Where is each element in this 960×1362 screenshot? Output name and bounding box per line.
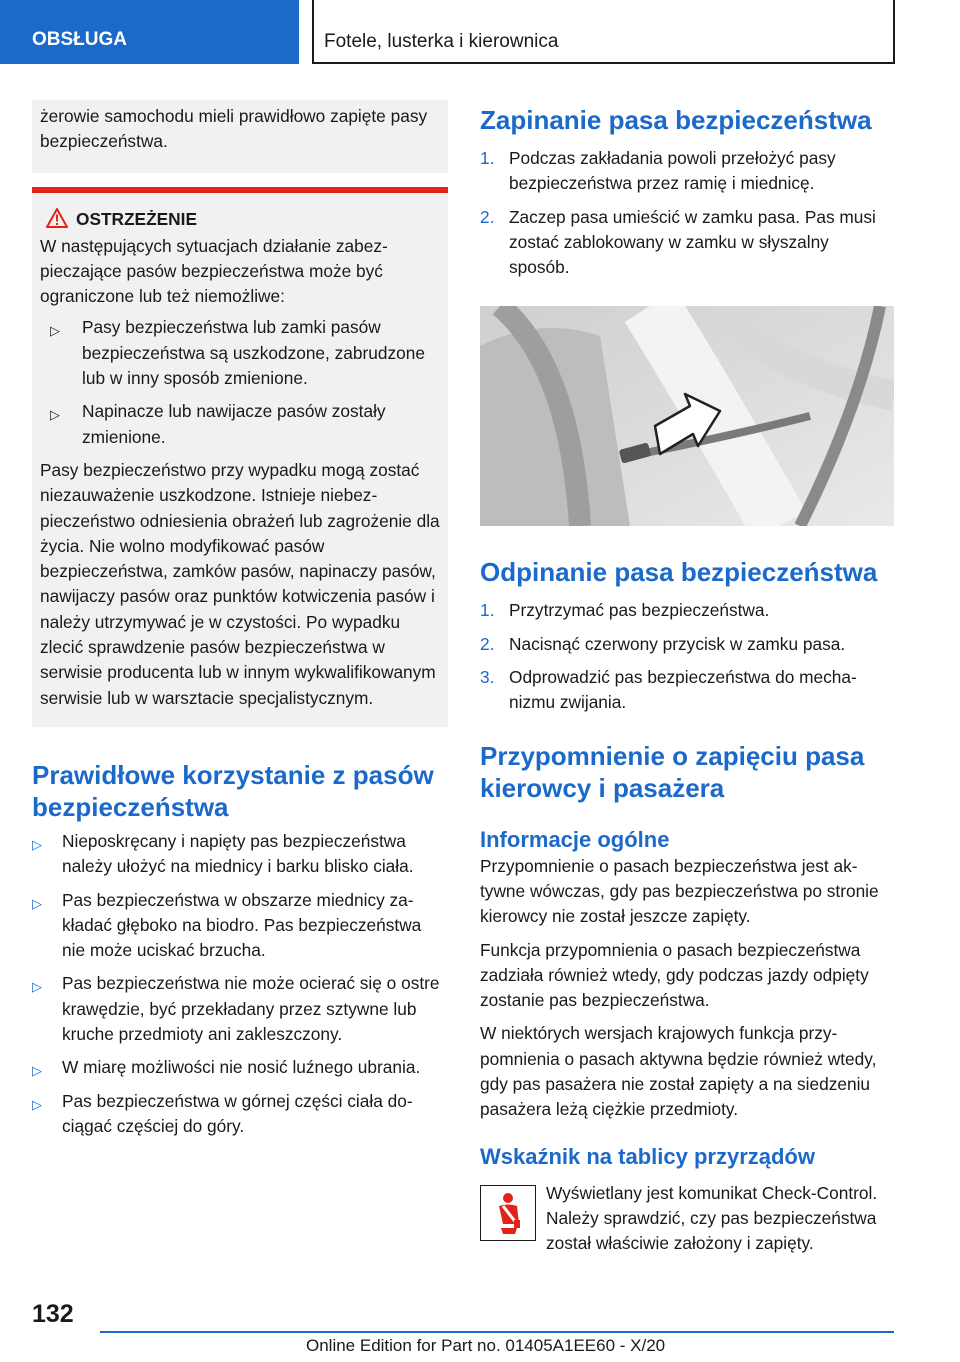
- intro-text: żerowie samochodu mieli prawidłowo zapięte pasy bezpieczeństwa.: [40, 106, 428, 152]
- section-tab: OBSŁUGA: [0, 0, 299, 64]
- triangle-bullet-icon: ▷: [32, 836, 42, 852]
- list-item: ▷ Pas bezpieczeństwa w obszarze miednicy zakładać głęboko na biodro. Pas bezpieczeństwa nie może uciskać brzucha.: [32, 889, 422, 961]
- reminder-heading: Przypomnienie o zapięciu pasa kierowcy i pasażera: [480, 740, 865, 803]
- list-item: ▷ Napinacze lub nawijacze pasów zostały zmienione.: [50, 401, 386, 447]
- seatbelt-warning-icon: [480, 1185, 536, 1241]
- general-info-heading: Informacje ogólne: [480, 826, 670, 852]
- warning-heading: [40, 207, 440, 232]
- list-item: 1. Podczas zakładania powoli przełożyć pasy bezpieczeństwa przez ramię i miednicę.: [480, 148, 836, 194]
- reminder-paragraph-2: Funkcja przypomnienia o pasach bezpieczeństwa zadziała również wtedy, gdy podczas jazdy odpięty zostanie pas bezpieczeństwa.: [480, 939, 869, 1011]
- page-number: 132: [32, 1300, 74, 1328]
- list-item: 2. Nacisnąć czerwony przycisk w zamku pasa.: [480, 633, 846, 654]
- left-column: [32, 100, 448, 1147]
- triangle-bullet-icon: ▷: [50, 407, 60, 423]
- warning-triangle-icon: [46, 208, 68, 228]
- warning-title: OSTRZEŻENIE: [76, 208, 197, 229]
- fasten-steps: [480, 146, 894, 280]
- correct-use-list: [32, 829, 448, 1139]
- list-item: ▷ Pasy bezpieczeństwa lub zamki pasów bezpieczeństwa są uszkodzone, zabrudzone lub w inny sposób zmienione.: [50, 317, 425, 389]
- indicator-heading: Wskaźnik na tablicy przyrządów: [480, 1143, 815, 1169]
- edition-note: Online Edition for Part no. 01405A1EE60 - X/20: [306, 1336, 666, 1355]
- footer-divider: [100, 1331, 894, 1333]
- reminder-paragraph-3: W niektórych wersjach krajowych funkcja przypomnienia o pasach aktywna będzie również wtedy, gdy pas pasażera nie został zapięty a na siedzeniu pasażera leżą ciężkie przedmioty.: [480, 1023, 877, 1120]
- list-item: 2. Zaczep pasa umieścić w zamku pasa. Pas musi zostać zablokowany w zamku w słyszalny sposób.: [480, 206, 876, 278]
- warning-lead: W następujących sytuacjach działanie zabezpieczające pasów bezpieczeństwa może być ograniczone lub też niemożliwe:: [40, 235, 388, 307]
- warning-body: Pasy bezpieczeństwo przy wypadku mogą zostać niezauważenie uszkodzone. Istnieje niebezpieczeństwo odniesienia obrażeń lub zagrożenie dla życia. Nie wolno modyfikować pasów bezpieczeństwa, zamków pasów, napinaczy pasów, nawijaczy pasów oraz punktów kotwiczenia pasów i należy utrzymywać je w czystości. Po wypadku zlecić sprawdzenie pasów bezpieczeństwa w serwisie producenta lub w innym wykwalifikowanym serwisie lub w warsztacie specjalistycznym.: [40, 459, 440, 708]
- list-item: ▷ Pas bezpieczeństwa nie może ocierać się o ostre krawędzie, być przekładany przez sztywne lub kruche przedmioty ani zakleszczony.: [32, 973, 440, 1045]
- triangle-bullet-icon: ▷: [32, 1063, 42, 1079]
- fasten-heading: Zapinanie pasa bezpieczeństwa: [480, 105, 872, 135]
- triangle-bullet-icon: ▷: [32, 895, 42, 911]
- chapter-title: Fotele, lusterka i kierownica: [312, 0, 895, 64]
- list-item: ▷ Pas bezpieczeństwa w górnej części ciała dociągać częściej do góry.: [32, 1090, 413, 1136]
- right-column: [480, 100, 894, 1257]
- warning-list: [40, 315, 440, 449]
- indicator-block: [480, 1181, 894, 1257]
- reminder-paragraph-1: Przypomnienie o pasach bezpieczeństwa jest aktywne wówczas, gdy pas bezpieczeństwa po stronie kierowcy nie został jeszcze zapięty.: [480, 855, 879, 927]
- indicator-text: Wyświetlany jest komunikat Check-Control. Należy sprawdzić, czy pas bezpieczeństwa został właściwie założony i zapięty.: [546, 1182, 878, 1254]
- unfasten-heading: Odpinanie pasa bezpieczeństwa: [480, 557, 878, 588]
- triangle-bullet-icon: ▷: [32, 979, 42, 995]
- seatbelt-buckle-photo: [480, 306, 894, 526]
- correct-use-heading: Prawidłowe korzystanie z pasów bezpieczeństwa: [32, 759, 434, 822]
- triangle-bullet-icon: ▷: [32, 1096, 42, 1112]
- triangle-bullet-icon: ▷: [50, 323, 60, 339]
- unfasten-steps: [480, 598, 894, 715]
- warning-box: [32, 187, 448, 727]
- list-item: 3. Odprowadzić pas bezpieczeństwa do mechanizmu zwijania.: [480, 667, 857, 713]
- list-item: 1. Przytrzymać pas bezpieczeństwa.: [480, 600, 770, 621]
- intro-box: [32, 100, 448, 173]
- list-item: ▷ W miarę możliwości nie nosić luźnego ubrania.: [32, 1055, 448, 1080]
- list-item: ▷ Nieposkręcany i napięty pas bezpieczeństwa należy ułożyć na miednicy i barku blisko ciała.: [32, 830, 414, 877]
